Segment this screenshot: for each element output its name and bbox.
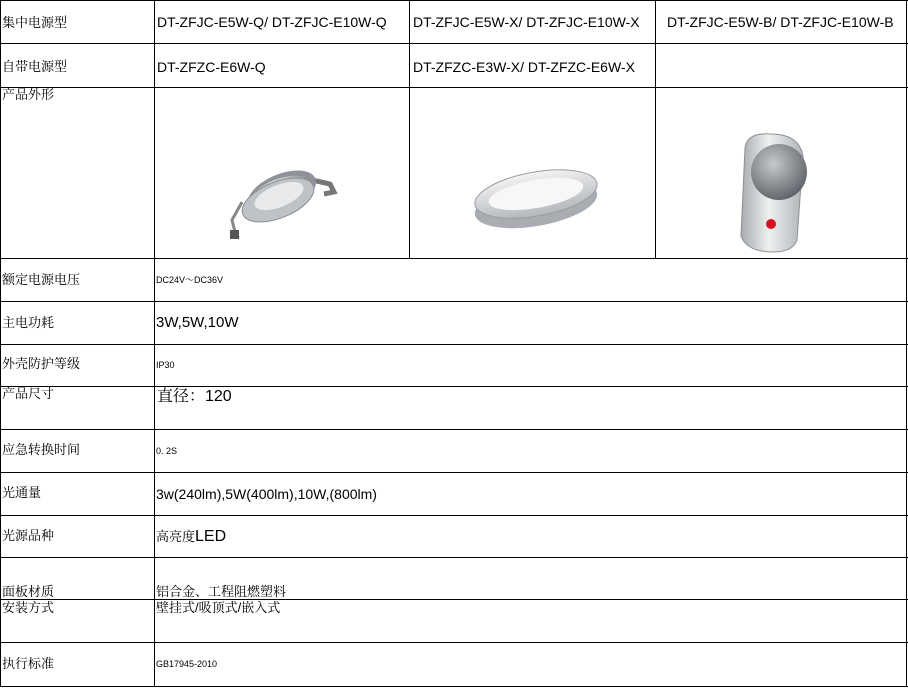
source-value: LED — [195, 528, 227, 545]
switch-time-label: 应急转换时间 — [2, 442, 81, 457]
switch-time-value: 0. 2S — [156, 446, 178, 456]
install-value: 壁挂式/吸顶式/嵌入式 — [156, 600, 281, 615]
power-value: 3W,5W,10W — [156, 314, 239, 331]
central-model-q: DT-ZFJC-E5W-Q/ DT-ZFJC-E10W-Q — [157, 14, 387, 30]
ceiling-disc-light-icon — [468, 158, 604, 232]
self-model-x: DT-ZFZC-E3W-X/ DT-ZFZC-E6W-X — [413, 59, 635, 75]
appearance-label: 产品外形 — [2, 87, 55, 102]
protection-value: IP30 — [156, 360, 175, 370]
flux-label: 光通量 — [2, 485, 42, 500]
protection-label: 外壳防护等级 — [2, 356, 81, 371]
standard-value: GB17945-2010 — [156, 659, 218, 669]
central-model-label: 集中电源型 — [2, 15, 68, 30]
wall-light-icon — [733, 128, 809, 256]
size-value: 直径：120 — [157, 388, 232, 405]
power-label: 主电功耗 — [2, 315, 55, 330]
central-model-x: DT-ZFJC-E5W-X/ DT-ZFJC-E10W-X — [413, 14, 640, 30]
voltage-label: 额定电源电压 — [2, 272, 81, 287]
recessed-downlight-icon — [212, 150, 352, 242]
source-value-group — [156, 529, 226, 545]
source-label: 光源品种 — [2, 528, 55, 543]
voltage-value: DC24V～DC36V — [156, 275, 224, 285]
material-label: 面板材质 — [2, 584, 55, 599]
central-model-b: DT-ZFJC-E5W-B/ DT-ZFJC-E10W-B — [667, 14, 894, 30]
self-model-q: DT-ZFZC-E6W-Q — [157, 59, 266, 75]
self-model-label: 自带电源型 — [2, 59, 68, 74]
standard-label: 执行标准 — [2, 656, 55, 671]
source-prefix: 高亮度 — [156, 529, 196, 544]
size-label: 产品尺寸 — [2, 386, 55, 401]
install-label: 安装方式 — [2, 600, 55, 615]
flux-value: 3w(240lm),5W(400lm),10W,(800lm) — [156, 486, 377, 502]
material-value: 铝合金、工程阻燃塑料 — [156, 584, 287, 599]
